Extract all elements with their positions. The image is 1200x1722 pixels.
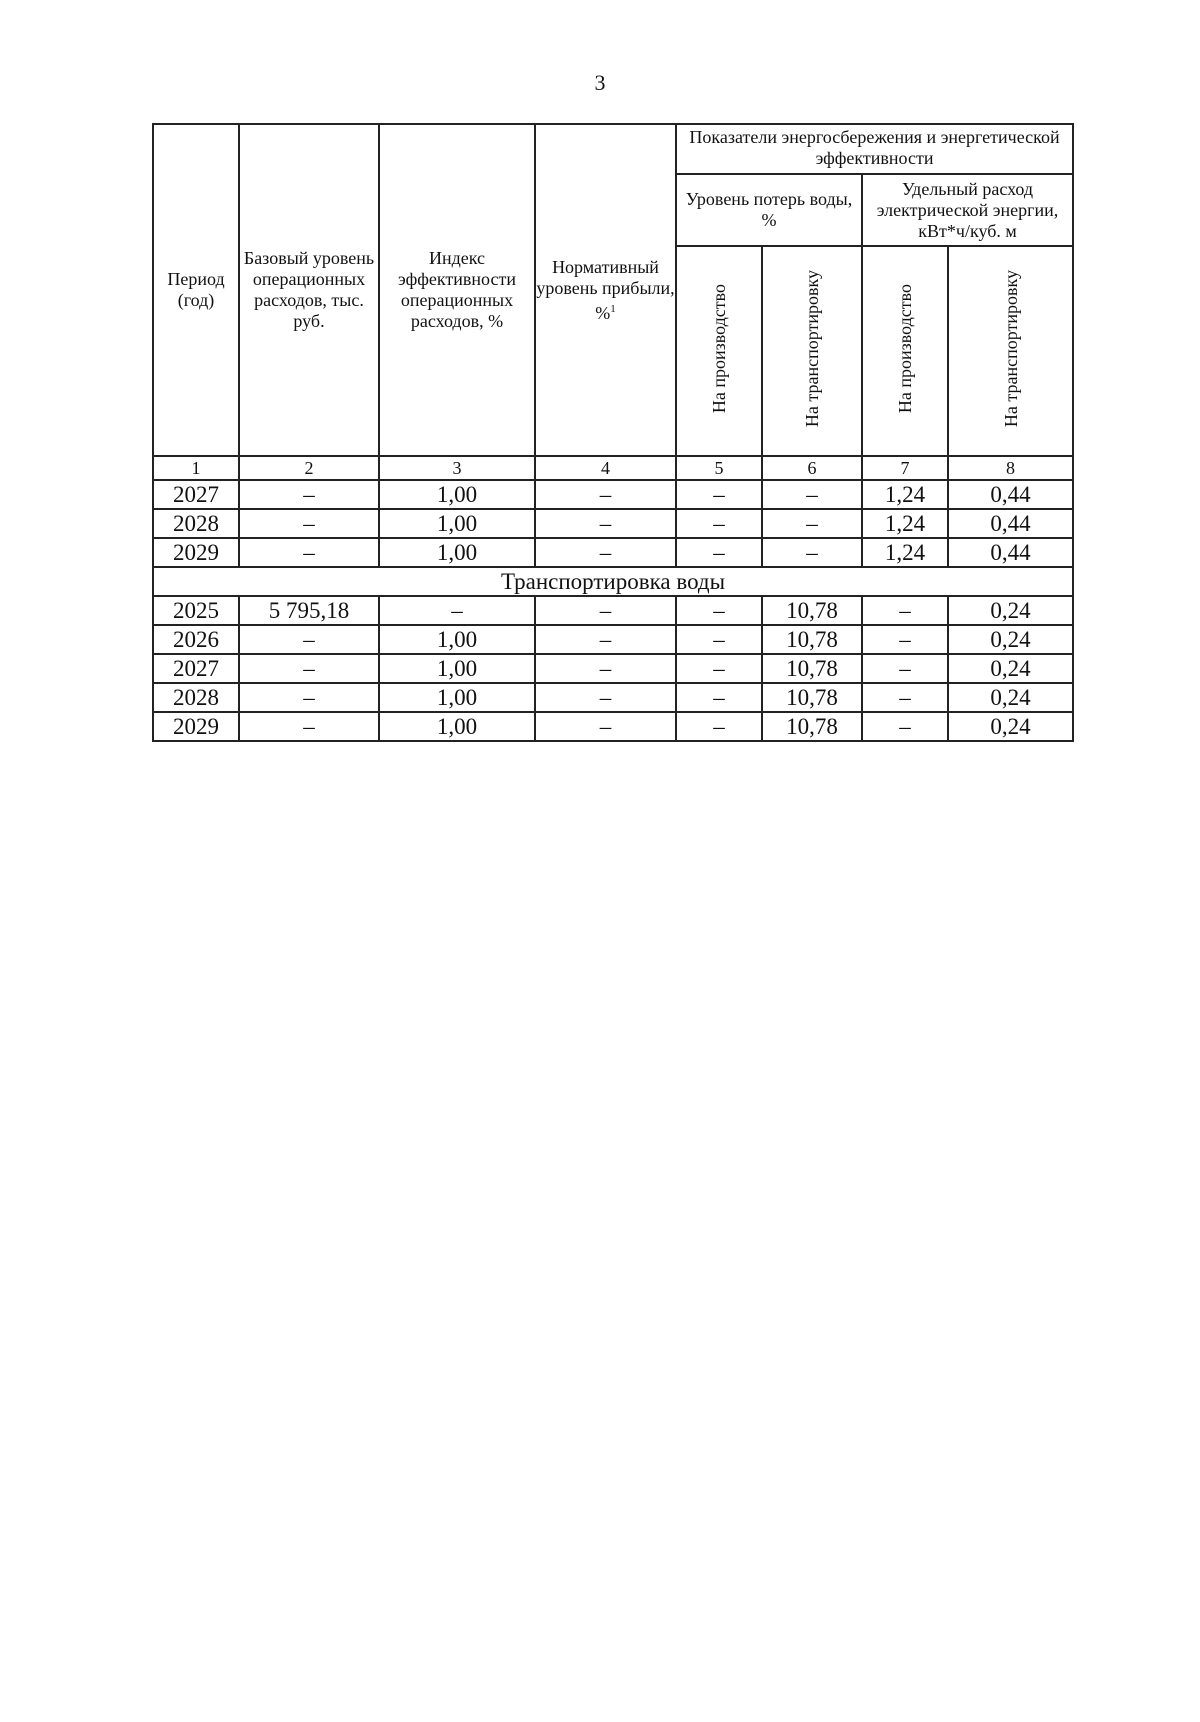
cell-loss-production: –: [676, 596, 762, 625]
table-row: [153, 654, 1073, 683]
cell-energy-transport: 0,24: [948, 625, 1073, 654]
cell-base-opex: –: [239, 683, 379, 712]
cell-loss-production: –: [676, 625, 762, 654]
cell-base-opex: –: [239, 625, 379, 654]
cell-normative-profit: –: [535, 625, 676, 654]
cell-normative-profit: –: [535, 509, 676, 538]
cell-efficiency-index: 1,00: [379, 625, 535, 654]
cell-loss-transport: 10,78: [762, 625, 862, 654]
cell-loss-production: –: [676, 654, 762, 683]
table-row: [153, 683, 1073, 712]
header-normative-profit: [535, 124, 676, 456]
cell-energy-production: –: [862, 596, 948, 625]
cell-loss-production: –: [676, 538, 762, 567]
cell-loss-transport: 10,78: [762, 712, 862, 741]
cell-energy-transport: 0,24: [948, 683, 1073, 712]
table-row: [153, 596, 1073, 625]
cell-loss-production: –: [676, 683, 762, 712]
table-row: [153, 480, 1073, 509]
cell-energy-production: 1,24: [862, 509, 948, 538]
page-number: 3: [594, 70, 606, 95]
column-number: 8: [948, 456, 1073, 480]
table-row: [153, 538, 1073, 567]
table-header: [153, 124, 1073, 456]
column-number-row: [153, 456, 1073, 480]
column-number: 5: [676, 456, 762, 480]
cell-normative-profit: –: [535, 596, 676, 625]
cell-period: 2028: [153, 683, 239, 712]
cell-efficiency-index: 1,00: [379, 538, 535, 567]
cell-period: 2025: [153, 596, 239, 625]
cell-energy-production: –: [862, 712, 948, 741]
cell-efficiency-index: –: [379, 596, 535, 625]
cell-efficiency-index: 1,00: [379, 509, 535, 538]
cell-energy-transport: 0,44: [948, 509, 1073, 538]
footnote-marker: 1: [610, 302, 616, 315]
column-number: 3: [379, 456, 535, 480]
cell-loss-transport: –: [762, 538, 862, 567]
column-number: 4: [535, 456, 676, 480]
cell-loss-transport: 10,78: [762, 654, 862, 683]
cell-energy-transport: 0,44: [948, 480, 1073, 509]
cell-normative-profit: –: [535, 480, 676, 509]
cell-base-opex: –: [239, 538, 379, 567]
cell-loss-transport: –: [762, 509, 862, 538]
table-body: [153, 456, 1073, 741]
cell-normative-profit: –: [535, 654, 676, 683]
column-number: 1: [153, 456, 239, 480]
cell-energy-production: 1,24: [862, 538, 948, 567]
cell-normative-profit: –: [535, 538, 676, 567]
cell-loss-transport: 10,78: [762, 596, 862, 625]
cell-period: 2027: [153, 654, 239, 683]
section-row: [153, 567, 1073, 596]
header-energy-production: [862, 246, 948, 456]
cell-period: 2027: [153, 480, 239, 509]
cell-energy-production: 1,24: [862, 480, 948, 509]
cell-normative-profit: –: [535, 712, 676, 741]
cell-efficiency-index: 1,00: [379, 654, 535, 683]
cell-base-opex: –: [239, 654, 379, 683]
header-energy-production-label: На производство: [895, 283, 915, 414]
header-loss-transport-label: На транспортировку: [802, 269, 822, 428]
cell-loss-production: –: [676, 509, 762, 538]
cell-energy-transport: 0,24: [948, 596, 1073, 625]
cell-period: 2029: [153, 712, 239, 741]
header-loss-production: [676, 246, 762, 456]
cell-energy-transport: 0,24: [948, 712, 1073, 741]
cell-base-opex: –: [239, 712, 379, 741]
column-number: 2: [239, 456, 379, 480]
header-energy-group: Показатели энергосбережения и энергетической эффективности: [676, 124, 1073, 174]
tariff-table: [152, 123, 1074, 742]
header-loss-transport: [762, 246, 862, 456]
cell-period: 2026: [153, 625, 239, 654]
cell-energy-transport: 0,44: [948, 538, 1073, 567]
cell-loss-transport: 10,78: [762, 683, 862, 712]
cell-energy-transport: 0,24: [948, 654, 1073, 683]
header-normative-profit-text: Нормативный уровень прибыли, %: [536, 256, 675, 323]
cell-loss-transport: –: [762, 480, 862, 509]
header-specific-energy: Удельный расход электрической энергии, кВт*ч/куб. м: [862, 174, 1073, 246]
table-row: [153, 509, 1073, 538]
cell-energy-production: –: [862, 654, 948, 683]
header-energy-transport: [948, 246, 1073, 456]
cell-period: 2029: [153, 538, 239, 567]
table-row: [153, 712, 1073, 741]
cell-normative-profit: –: [535, 683, 676, 712]
cell-loss-production: –: [676, 480, 762, 509]
cell-base-opex: –: [239, 480, 379, 509]
cell-period: 2028: [153, 509, 239, 538]
column-number: 6: [762, 456, 862, 480]
header-base-opex: Базовый уровень операционных расходов, тыс. руб.: [239, 124, 379, 456]
header-period: Период (год): [153, 124, 239, 456]
cell-loss-production: –: [676, 712, 762, 741]
cell-energy-production: –: [862, 625, 948, 654]
header-efficiency-index: Индекс эффективности операционных расходов, %: [379, 124, 535, 456]
header-water-loss: Уровень потерь воды, %: [676, 174, 862, 246]
cell-base-opex: –: [239, 509, 379, 538]
cell-energy-production: –: [862, 683, 948, 712]
header-loss-production-label: На производство: [709, 283, 729, 414]
header-energy-transport-label: На транспортировку: [1000, 269, 1021, 428]
section-title: Транспортировка воды: [153, 567, 1073, 596]
cell-efficiency-index: 1,00: [379, 480, 535, 509]
column-number: 7: [862, 456, 948, 480]
table-row: [153, 625, 1073, 654]
cell-base-opex: 5 795,18: [239, 596, 379, 625]
cell-efficiency-index: 1,00: [379, 683, 535, 712]
cell-efficiency-index: 1,00: [379, 712, 535, 741]
